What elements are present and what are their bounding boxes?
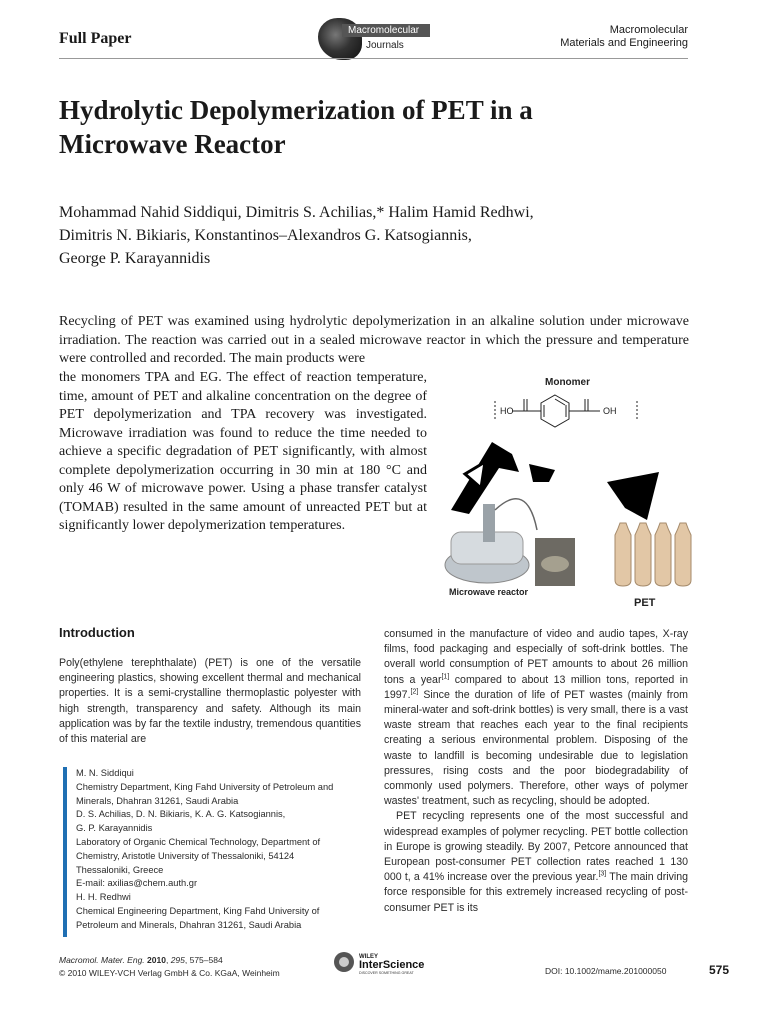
reactor-vessel: [483, 504, 495, 542]
header-rule: [59, 58, 688, 59]
text-run: compared to about 13 million tons, reported in 1997.: [384, 673, 688, 701]
affil-line: M. N. Siddiqui: [76, 768, 134, 778]
author-list: [59, 201, 699, 270]
pages: , 575–584: [184, 955, 223, 965]
paragraph: [384, 809, 688, 915]
affil-line: Minerals, Dhahran 31261, Saudi Arabia: [76, 795, 239, 806]
year: 2010: [147, 955, 166, 965]
reactor-label: Microwave reactor: [449, 587, 529, 597]
intro-paragraph: Poly(ethylene terephthalate) (PET) is one of the versatile engineering plastics, showing excellent thermal and mechanical properties. It is a semi-crystalline thermoplastic polyester with high strength, transparency and safety. Although its main application was by far the textile industry, tremendous quantities of this material are: [59, 657, 361, 746]
affil-email[interactable]: E-mail: axilias@chem.auth.gr: [76, 878, 198, 889]
title-line-2: Microwave Reactor: [59, 129, 286, 159]
affil-line: D. S. Achilias, D. N. Bikiaris, K. A. G. Katsogiannis,: [76, 809, 286, 820]
affil-line: Chemistry, Aristotle University of Thessaloniki, 54124: [76, 850, 295, 861]
text-run: consumed in the manufacture of video and audio tapes, X-ray films, food packaging and especially of soft-drink bottles. The overall world consumption of PET amounts to about 26 million tons a year: [384, 628, 688, 686]
oh-label: OH: [603, 406, 617, 416]
citation-link[interactable]: [1]: [441, 673, 450, 681]
authors-line-1: Mohammad Nahid Siddiqui, Dimitris S. Achilias,* Halim Hamid Redhwi,: [59, 204, 534, 221]
interscience-logo: [333, 949, 451, 975]
right-column: [384, 627, 688, 916]
affil-line: Chemistry Department, King Fahd University of Petroleum and: [76, 781, 334, 792]
volume: 295: [170, 955, 185, 965]
text-run: PET recycling represents one of the most successful and widespread examples of polymer recycling. PET bottle collection in Europe is growing steadily. By 2007, Petcore announced that European post-consumer PET collection rates reached 1 130 000 t, a 41% increase over the previous year.: [384, 810, 688, 884]
logo-title: Macromolecular: [342, 24, 430, 37]
authors-line-2: Dimitris N. Bikiaris, Konstantinos–Alexandros G. Katsogiannis,: [59, 227, 472, 244]
affil-line: Petroleum and Minerals, Dhahran 31261, Saudi Arabia: [76, 919, 302, 930]
journal-name-line2: Materials and Engineering: [560, 37, 688, 49]
text-run: The main driving force responsible for this extremely increased recycling of post-consumer PET is its: [384, 871, 689, 914]
reactor-cable: [495, 499, 537, 530]
pet-label: PET: [634, 597, 656, 609]
graphical-abstract: [437, 370, 697, 610]
citation-link[interactable]: [3]: [598, 870, 607, 878]
affil-line: Chemical Engineering Department, King Fahd University of: [76, 905, 320, 916]
logo-tagline: DISCOVER SOMETHING GREAT: [359, 971, 414, 975]
journal-name-line1: Macromolecular: [609, 24, 688, 36]
logo-subtitle: Journals: [366, 40, 404, 51]
ho-label: HO: [500, 406, 514, 416]
pet-bottles: [615, 523, 691, 586]
authors-line-3: George P. Karayannidis: [59, 250, 211, 267]
paragraph: [384, 627, 688, 809]
copyright: © 2010 WILEY-VCH Verlag GmbH & Co. KGaA, Weinheim: [59, 968, 280, 978]
doi[interactable]: DOI: 10.1002/mame.201000050: [545, 966, 667, 976]
affil-line: H. H. Redhwi: [76, 892, 131, 903]
citation-footer: [59, 954, 280, 980]
affiliation-box: [63, 767, 372, 937]
arrow-right: [607, 472, 659, 520]
abstract-text-left: the monomers TPA and EG. The effect of reaction temperature, time, amount of PET and alkaline concentration on the degree of PET depolymerization and TPA recovery was investigated. Microwave irradiation was found to reduce the time needed to achieve a specific degradation of PET significantly, with almost complete depolymerization occurring in 30 min at 180 °C and only 46 W of microwave power. Using a phase transfer catalyst (TOMAB) resulted in the same amount of unreacted PET but at significantly lower depolymerization temperatures.: [59, 370, 427, 533]
affil-line: Laboratory of Organic Chemical Technology, Department of: [76, 836, 321, 847]
arrow-upper-left: [451, 442, 519, 514]
journal-logo: [318, 16, 430, 62]
journal-abbrev: Macromol. Mater. Eng.: [59, 955, 145, 965]
section-label: Full Paper: [59, 30, 132, 47]
section-heading: Introduction: [59, 625, 135, 640]
arrow-bottom-left: [529, 464, 555, 482]
logo-interscience: InterScience: [359, 959, 425, 971]
journal-name: [560, 24, 688, 50]
abstract-text-top: Recycling of PET was examined using hydrolytic depolymerization in an alkaline solution under microwave irradiation. The reaction was carried out in a sealed microwave reactor in which the pressure and temperature were controlled and recorded. The main products were: [59, 314, 689, 366]
affil-line: G. P. Karayannidis: [76, 823, 153, 834]
affil-line: Thessaloniki, Greece: [76, 864, 164, 875]
paper-title: [59, 93, 699, 161]
title-line-1: Hydrolytic Depolymerization of PET in a: [59, 95, 533, 125]
logo-wiley: WILEY: [359, 954, 378, 960]
journal-citation: Macromol. Mater. Eng. 2010, 295, 575–584: [59, 955, 223, 965]
citation-link[interactable]: [2]: [410, 688, 419, 696]
text-run: Since the duration of life of PET wastes (mainly from mineral-water and soft-drink bottles) is very small, there is a vast waste stream that reaches each year to the final recipients creating a serious environmental problem. Disposing of the waste to landfill is becoming undesirable due to legislation pressures, rising costs and the poor biodegradability of commonly used polymers. Therefore, other ways of polymer wastes' treatment, such as recycling, should be adopted.: [384, 688, 688, 808]
page-number: 575: [709, 963, 730, 977]
monomer-label: Monomer: [545, 377, 590, 388]
